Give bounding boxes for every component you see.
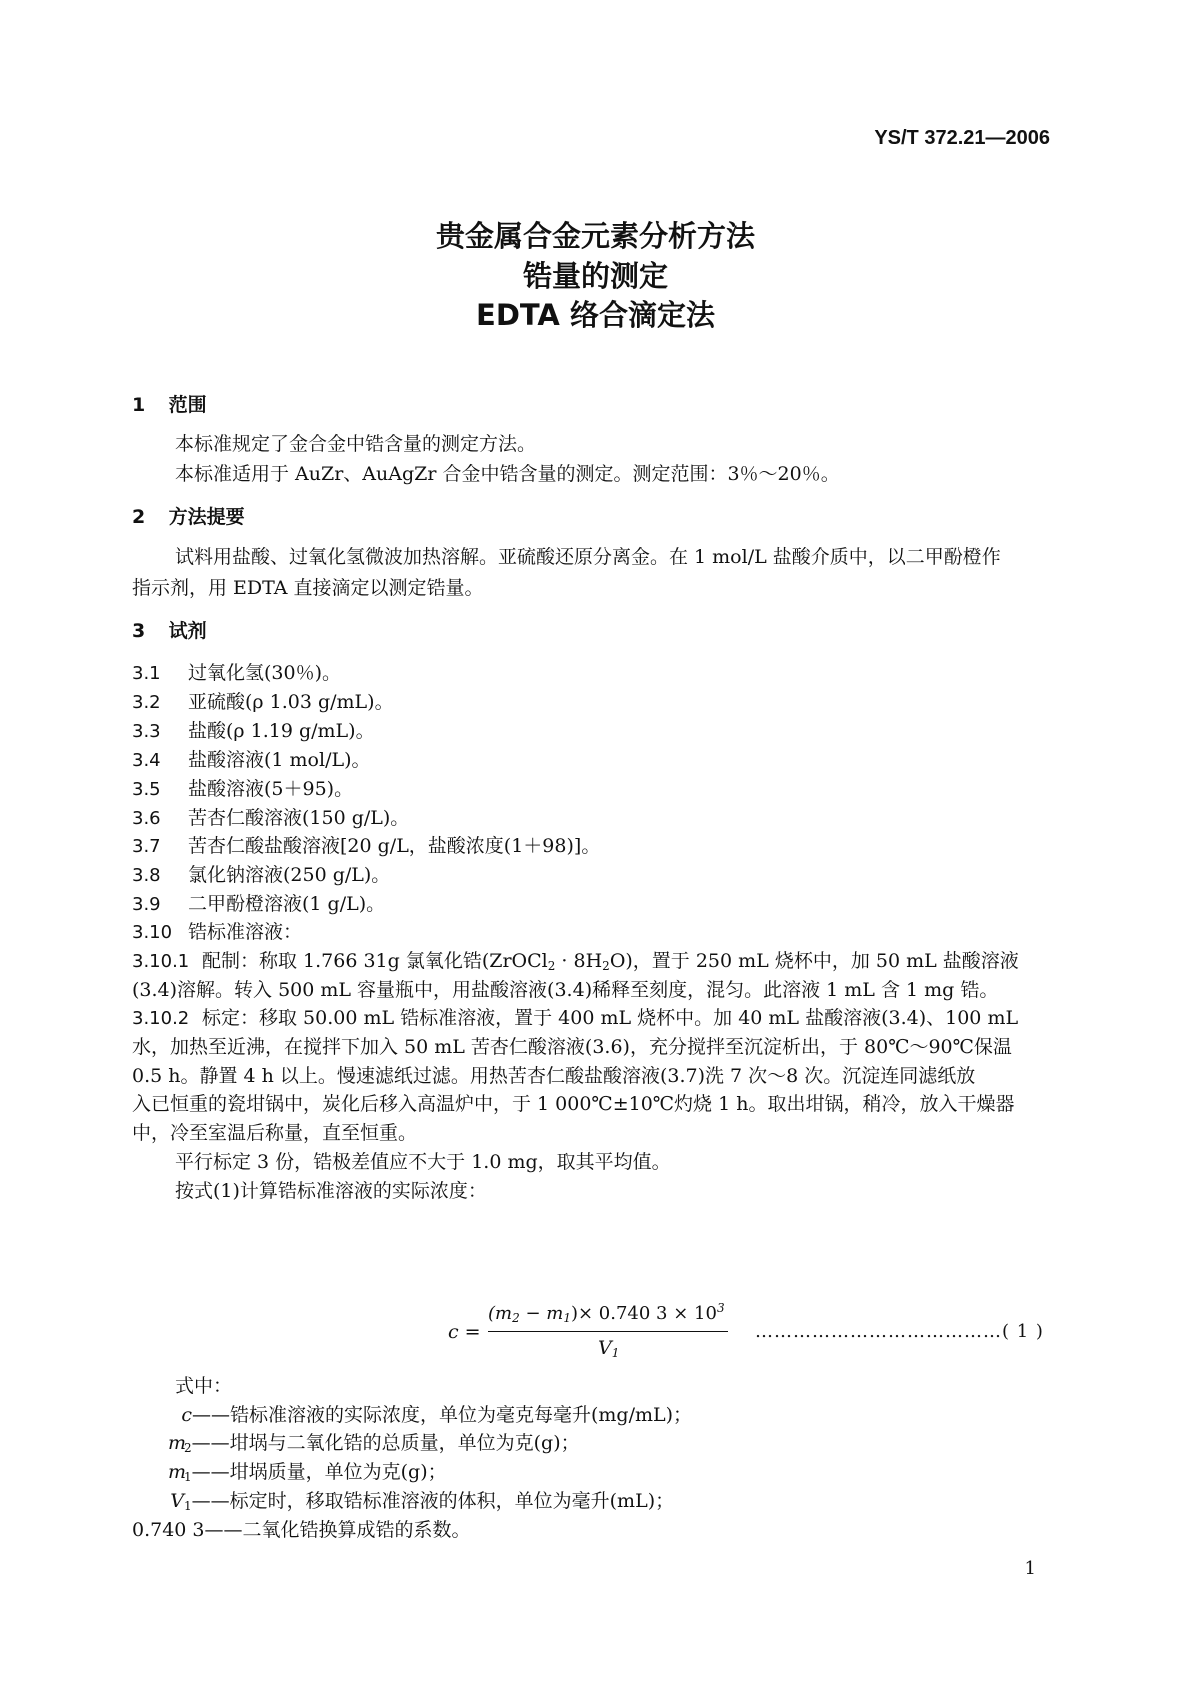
item-number: 3.1: [132, 663, 161, 684]
formula-lhs: c =: [448, 1321, 481, 1343]
formula-text: V: [598, 1337, 612, 1359]
item-text: 配制：称取 1.766 31g 氯氧化锆(ZrOCl: [202, 950, 548, 972]
reagent-item: [132, 664, 341, 683]
item-text: 盐酸(ρ 1.19 g/mL)。: [188, 720, 375, 742]
page-number: 1: [1024, 1558, 1036, 1579]
symbol: V: [170, 1490, 184, 1512]
item-text: · 8H: [555, 950, 603, 972]
formula-leader-dots: [755, 1323, 1044, 1341]
item-number: 3.5: [132, 779, 161, 800]
reagent-item: [132, 809, 409, 828]
item-text: 过氧化氢(30％)。: [188, 662, 342, 684]
item-3-10-1-line-1: [132, 952, 1019, 971]
reagent-item: [132, 895, 385, 914]
item-number: 3.7: [132, 836, 161, 857]
item-number: 3.3: [132, 721, 161, 742]
formula-text: − m: [519, 1303, 564, 1324]
item-number: 3.10.1: [132, 951, 190, 972]
item-text: 标定：移取 50.00 mL 锆标准溶液，置于 400 mL 烧杯中。加 40 mL 盐酸溶液(3.4)、100 mL: [202, 1007, 1019, 1029]
title-line-3: EDTA 络合滴定法: [476, 298, 715, 332]
subscript: 1: [563, 1311, 571, 1325]
item-3-10-1-line-2: (3.4)溶解。转入 500 mL 容量瓶中，用盐酸溶液(3.4)稀释至刻度，混匀。此溶液 1 mL 含 1 mg 锆。: [132, 979, 999, 1001]
item-text: 苦杏仁酸盐酸溶液[20 g/L，盐酸浓度(1＋98)]。: [188, 835, 601, 857]
section-number: 1: [132, 394, 146, 416]
item-text: 锆标准溶液：: [188, 921, 303, 943]
formula-label: ( 1 ): [1002, 1321, 1044, 1342]
section-title: 范围: [168, 394, 207, 416]
item-text: 盐酸溶液(1 mol/L)。: [188, 749, 371, 771]
reagent-item: [132, 751, 371, 770]
section-number: 3: [132, 620, 146, 642]
symbol: m: [168, 1432, 187, 1454]
fraction-bar: [488, 1331, 728, 1332]
formula-text: (m: [488, 1303, 513, 1324]
subscript: 1: [184, 1470, 192, 1484]
reagent-item: [132, 722, 375, 741]
item-number: 3.10: [132, 922, 173, 943]
formula-denominator: [598, 1339, 619, 1358]
item-number: 3.6: [132, 808, 161, 829]
reagent-item: [132, 866, 390, 885]
definition-row: [172, 1406, 692, 1425]
item-text: 苦杏仁酸溶液(150 g/L)。: [188, 807, 410, 829]
symbol: m: [168, 1461, 187, 1483]
standard-number: YS/T 372.21—2006: [874, 127, 1050, 149]
item-text: 二甲酚橙溶液(1 g/L)。: [188, 893, 386, 915]
subscript: 1: [611, 1346, 620, 1360]
item-number: 3.10.2: [132, 1008, 190, 1029]
item-number: 3.2: [132, 692, 161, 713]
coefficient-definition: [132, 1521, 471, 1540]
symbol: 0.740 3: [132, 1519, 205, 1541]
item-3-10-2-line-5: 中，冷至室温后称量，直至恒重。: [132, 1122, 418, 1144]
section-2-paragraph-line-2: 指示剂，用 EDTA 直接滴定以测定锆量。: [132, 577, 484, 599]
definition-text: ——二氧化锆换算成锆的系数。: [204, 1519, 471, 1541]
section-1-paragraph-2: 本标准适用于 AuZr、AuAgZr 合金中锆含量的测定。测定范围：3％～20％。: [175, 463, 840, 485]
formula-text: )× 0.740 3 × 10: [570, 1303, 717, 1324]
formula-numerator: [488, 1301, 725, 1325]
section-1-heading: [132, 396, 207, 415]
subscript: 2: [184, 1441, 192, 1455]
item-3-10-2-line-2: 水，加热至近沸，在搅拌下加入 50 mL 苦杏仁酸溶液(3.6)，充分搅拌至沉淀析出，于 80℃～90℃保温: [132, 1036, 1012, 1058]
item-3-10-2-line-1: [132, 1009, 1018, 1028]
where-label: 式中：: [175, 1375, 233, 1397]
definition-row: [168, 1434, 580, 1453]
reagent-item: [132, 780, 353, 799]
item-text: 氯化钠溶液(250 g/L)。: [188, 864, 391, 886]
section-title: 试剂: [168, 620, 207, 642]
definition-row: [168, 1492, 674, 1511]
definition-text: ——锆标准溶液的实际浓度，单位为毫克每毫升(mg/mL)；: [192, 1404, 693, 1426]
leader-dots: …………………………………: [755, 1321, 1002, 1342]
item-number: 3.4: [132, 750, 161, 771]
section-title: 方法提要: [168, 506, 245, 528]
title-line-1: 贵金属合金元素分析方法: [435, 219, 755, 253]
item-text: 亚硫酸(ρ 1.03 g/mL)。: [188, 691, 394, 713]
item-3-10-2-paragraph-2: 平行标定 3 份，锆极差值应不大于 1.0 mg，取其平均值。: [175, 1151, 671, 1173]
section-number: 2: [132, 506, 146, 528]
item-number: 3.8: [132, 865, 161, 886]
definition-text: ——坩埚质量，单位为克(g)；: [191, 1461, 447, 1483]
superscript: 3: [716, 1301, 725, 1315]
reagent-item: [132, 693, 394, 712]
section-2-paragraph-line-1: 试料用盐酸、过氧化氢微波加热溶解。亚硫酸还原分离金。在 1 mol/L 盐酸介质中，以二甲酚橙作: [175, 546, 1001, 568]
definition-text: ——坩埚与二氧化锆的总质量，单位为克(g)；: [191, 1432, 580, 1454]
reagent-item: [132, 923, 302, 942]
subscript: 2: [602, 959, 610, 973]
item-number: 3.9: [132, 894, 161, 915]
subscript: 1: [184, 1499, 192, 1513]
subscript: 2: [547, 959, 556, 973]
reagent-item: [132, 837, 600, 856]
item-text: 盐酸溶液(5＋95)。: [188, 778, 354, 800]
section-2-heading: [132, 508, 245, 527]
symbol: c: [181, 1404, 192, 1426]
item-text: O)，置于 250 mL 烧杯中，加 50 mL 盐酸溶液: [609, 950, 1019, 972]
item-3-10-2-paragraph-3: 按式(1)计算锆标准溶液的实际浓度：: [175, 1180, 487, 1202]
section-1-paragraph-1: 本标准规定了金合金中锆含量的测定方法。: [175, 433, 537, 455]
definition-text: ——标定时，移取锆标准溶液的体积，单位为毫升(mL)；: [191, 1490, 675, 1512]
definition-row: [168, 1463, 447, 1482]
subscript: 2: [512, 1311, 520, 1325]
item-3-10-2-line-4: 入已恒重的瓷坩锅中，炭化后移入高温炉中，于 1 000℃±10℃灼烧 1 h。取出坩锅，稍冷，放入干燥器: [132, 1093, 1015, 1115]
section-3-heading: [132, 622, 207, 641]
item-3-10-2-line-3: 0.5 h。静置 4 h 以上。慢速滤纸过滤。用热苦杏仁酸盐酸溶液(3.7)洗 7 次～8 次。沉淀连同滤纸放: [132, 1065, 976, 1087]
title-line-2: 锆量的测定: [522, 259, 668, 293]
